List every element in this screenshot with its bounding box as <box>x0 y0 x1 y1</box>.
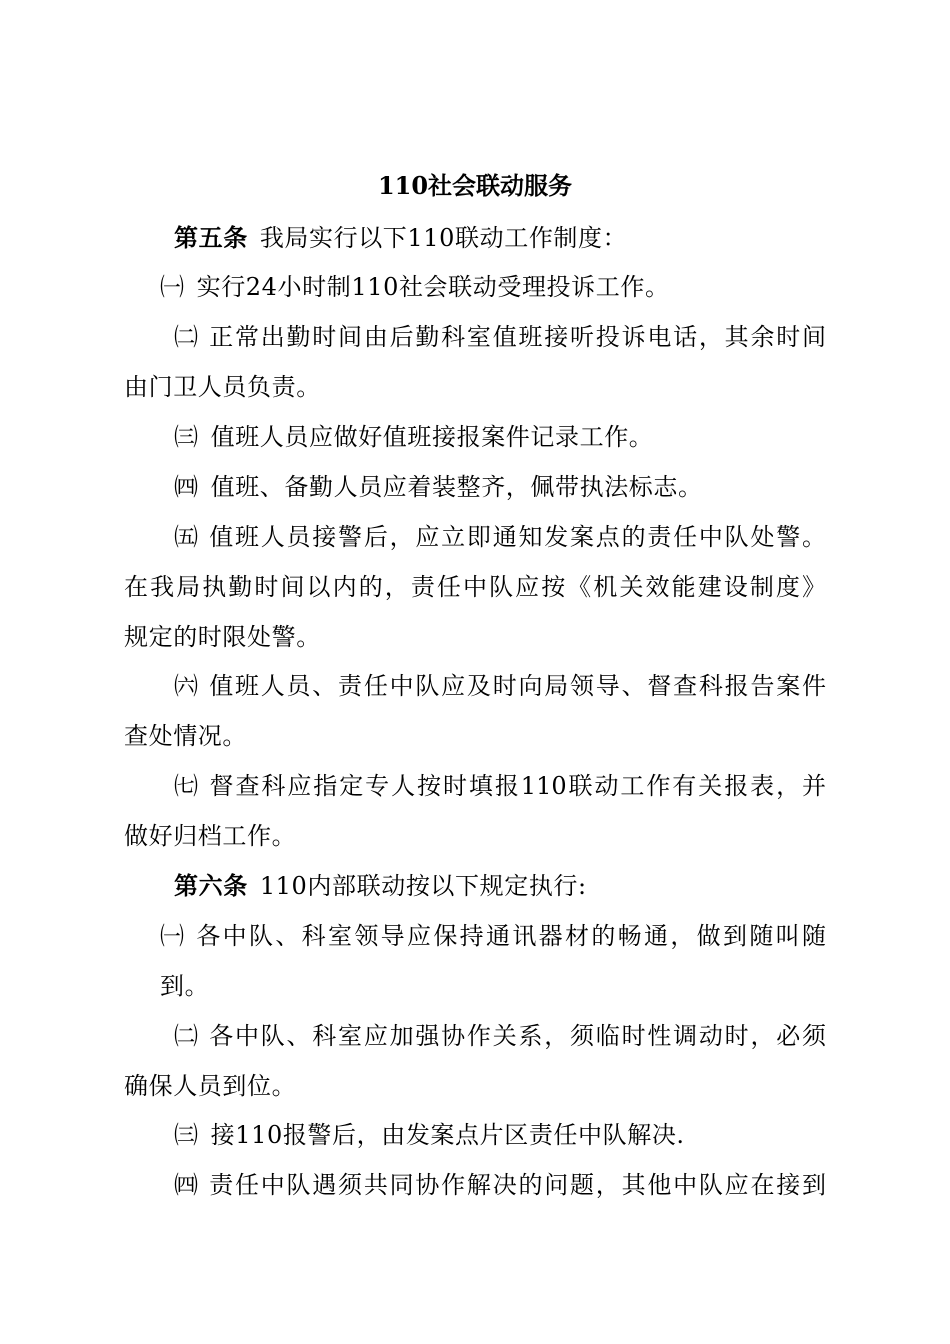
article-6-heading-text: 110内部联动按以下规定执行: <box>259 872 587 900</box>
article-5-heading <box>174 218 627 258</box>
article-5-item-3 <box>174 417 653 457</box>
item-marker: ㈤ <box>174 523 200 551</box>
item-marker: ㈢ <box>174 423 199 451</box>
item-marker: ㈡ <box>174 1022 200 1050</box>
article-6-item-3 <box>174 1115 685 1155</box>
item-marker: ㈣ <box>174 1171 200 1199</box>
article-5-item-6 <box>174 666 826 706</box>
document-title: 110社会联动服务 <box>377 171 573 200</box>
item-marker: ㈠ <box>160 273 185 301</box>
article-6-item-1 <box>160 916 826 956</box>
article-5-item-4 <box>174 467 703 507</box>
item-marker: ㈣ <box>174 473 199 501</box>
article-6-heading <box>174 866 587 906</box>
item-text: 值班、备勤人员应着装整齐，佩带执法标志。 <box>210 473 703 501</box>
article-6-item-1-continuation: 到。 <box>160 972 210 1000</box>
article-5-item-2 <box>174 317 826 357</box>
article-5-item-7-continuation: 做好归档工作。 <box>124 822 297 850</box>
article-5-item-5 <box>174 517 826 557</box>
item-marker: ㈠ <box>160 922 187 950</box>
item-marker: ㈡ <box>174 323 200 351</box>
item-text: 各中队、科室领导应保持通讯器材的畅通，做到随叫随 <box>196 922 827 950</box>
article-6-item-2 <box>174 1016 826 1056</box>
item-marker: ㈥ <box>174 672 200 700</box>
article-6-item-2-continuation: 确保人员到位。 <box>124 1072 297 1100</box>
article-6-item-4 <box>174 1165 826 1205</box>
item-text: 督查科应指定专人按时填报110联动工作有关报表，并 <box>209 772 827 800</box>
article-5-item-6-continuation: 查处情况。 <box>124 722 247 750</box>
item-marker: ㈦ <box>174 772 200 800</box>
article-5-item-2-continuation: 由门卫人员负责。 <box>124 373 321 401</box>
article-5-item-5-continuation-2: 规定的时限处警。 <box>124 623 321 651</box>
item-text: 值班人员应做好值班接报案件记录工作。 <box>210 423 654 451</box>
item-text: 各中队、科室应加强协作关系，须临时性调动时，必须 <box>209 1022 826 1050</box>
item-text: 接110报警后，由发案点片区责任中队解决. <box>210 1121 685 1149</box>
item-text: 值班人员、责任中队应及时向局领导、督查科报告案件 <box>209 672 826 700</box>
article-5-item-5-continuation: 在我局执勤时间以内的，责任中队应按《机关效能建设制度》 <box>124 573 826 601</box>
article-5-heading-text: 我局实行以下110联动工作制度： <box>259 224 628 252</box>
item-text: 值班人员接警后，应立即通知发案点的责任中队处警。 <box>209 523 826 551</box>
item-marker: ㈢ <box>174 1121 199 1149</box>
item-text: 正常出勤时间由后勤科室值班接听投诉电话，其余时间 <box>209 323 826 351</box>
item-text: 责任中队遇须共同协作解决的问题，其他中队应在接到 <box>209 1171 826 1199</box>
article-6-label: 第六条 <box>174 871 248 900</box>
article-5-label: 第五条 <box>174 223 248 252</box>
article-5-item-7 <box>174 766 826 806</box>
article-5-item-1 <box>160 267 670 307</box>
item-text: 实行24小时制110社会联动受理投诉工作。 <box>196 273 670 301</box>
